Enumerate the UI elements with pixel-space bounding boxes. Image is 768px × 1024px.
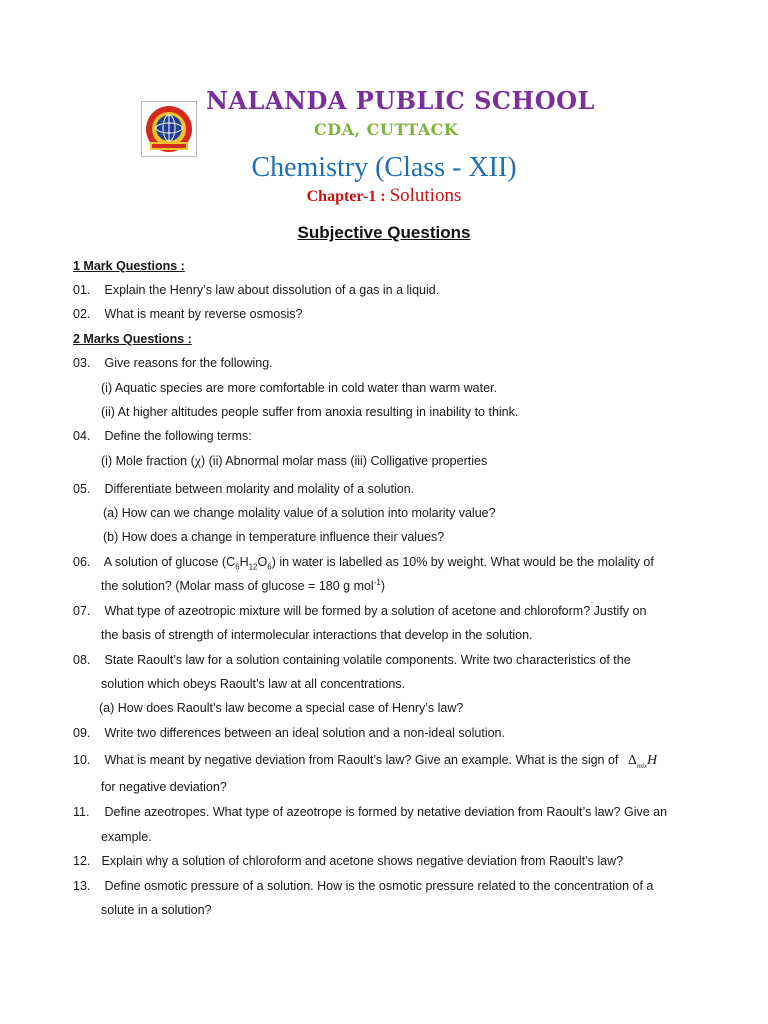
two-marks-heading: 2 Marks Questions : (73, 332, 192, 346)
question-01 (73, 282, 439, 298)
question-number: 07. (73, 604, 91, 618)
question-text: Define osmotic pressure of a solution. How is the osmotic pressure related to the concentration of a (104, 879, 654, 893)
chi-symbol: χ (194, 454, 201, 469)
question-07 (73, 603, 646, 619)
question-number: 01. (73, 283, 91, 297)
question-06-line2: the solution? (Molar mass of glucose = 180 g mol$^{-1}$) (101, 577, 386, 593)
one-mark-heading: 1 Mark Questions : (73, 259, 185, 273)
question-text: Write two differences between an ideal solution and a non-ideal solution. (104, 726, 505, 740)
question-08-line2: solution which obeys Raoult’s law at all concentrations. (101, 677, 406, 691)
section-title: Subjective Questions (297, 223, 471, 242)
question-08-part-a: (a) How does Raoult’s law become a special case of Henry’s law? (99, 701, 464, 715)
question-number: 11. (73, 805, 90, 819)
question-03 (73, 355, 273, 371)
question-13 (73, 878, 653, 894)
question-number: 09. (73, 726, 91, 740)
question-number: 08. (73, 653, 91, 667)
question-08 (73, 652, 631, 668)
question-text: Define azeotropes. What type of azeotrope is formed by netative deviation from Raoult’s law? Give an (104, 805, 668, 819)
question-03-part-ii: (ii) At higher altitudes people suffer from anoxia resulting in inability to think. (101, 405, 519, 419)
page-header (0, 0, 768, 250)
question-number: 04. (73, 429, 91, 443)
question-text: Define the following terms: (104, 429, 252, 443)
subject-title: Chemistry (Class - XII) (251, 152, 517, 183)
question-10 (73, 752, 657, 769)
chapter-label: Chapter-1 : (306, 188, 386, 205)
question-text: Give reasons for the following. (104, 356, 273, 370)
question-text: A solution of glucose $(C_6H_{12}O_6)$ in water is labelled as 10% by weight. What would be the molality of (103, 555, 654, 572)
terms-part-a: (i) Mole fraction ( (101, 454, 195, 468)
question-13-line2: solute in a solution? (101, 903, 212, 917)
question-05 (73, 481, 414, 497)
question-number: 06. (73, 555, 91, 569)
question-04-terms (101, 453, 487, 470)
question-11 (73, 804, 667, 820)
school-emblem-icon (142, 102, 196, 156)
chapter-name: Solutions (389, 185, 462, 206)
terms-part-b: ) (ii) Abnormal molar mass (iii) Colligative properties (201, 454, 488, 468)
question-12 (73, 853, 623, 869)
question-07-line2: the basis of strength of intermolecular interactions that develop in the solution. (101, 628, 533, 642)
question-number: 05. (73, 482, 91, 496)
chapter-heading (0, 185, 768, 207)
question-number: 03. (73, 356, 91, 370)
question-11-line2: example. (101, 830, 152, 844)
question-02 (73, 306, 302, 322)
question-06 (73, 554, 654, 570)
question-05-part-b: (b) How does a change in temperature influence their values? (103, 530, 445, 544)
question-text: What is meant by negative deviation from Raoult’s law? Give an example. What is the sign of (104, 753, 619, 767)
question-10-line2: for negative deviation? (101, 780, 227, 794)
question-number: 10. (73, 753, 91, 767)
delta-mix-h: $\Delta_{mix}H$ (627, 753, 658, 770)
question-text: Differentiate between molarity and molality of a solution. (104, 482, 415, 496)
question-number: 12. (73, 854, 91, 868)
school-logo (141, 101, 197, 157)
question-09 (73, 725, 505, 741)
question-number: 13. (73, 879, 91, 893)
question-text: What is meant by reverse osmosis? (104, 307, 303, 321)
question-number: 02. (73, 307, 91, 321)
school-name: NALANDA PUBLIC SCHOOL (206, 86, 595, 115)
school-location: CDA, CUTTACK (314, 120, 459, 139)
question-text: State Raoult’s law for a solution containing volatile components. Write two characteristics of the (104, 653, 631, 667)
question-text: What type of azeotropic mixture will be formed by a solution of acetone and chloroform? Justify on (104, 604, 647, 618)
question-03-part-i: (i) Aquatic species are more comfortable in cold water than warm water. (101, 381, 498, 395)
question-text: Explain the Henry’s law about dissolution of a gas in a liquid. (104, 283, 440, 297)
question-text: Explain why a solution of chloroform and acetone shows negative deviation from Raoult’s law? (101, 854, 624, 868)
question-04 (73, 428, 252, 444)
question-05-part-a: (a) How can we change molality value of a solution into molarity value? (103, 506, 496, 520)
